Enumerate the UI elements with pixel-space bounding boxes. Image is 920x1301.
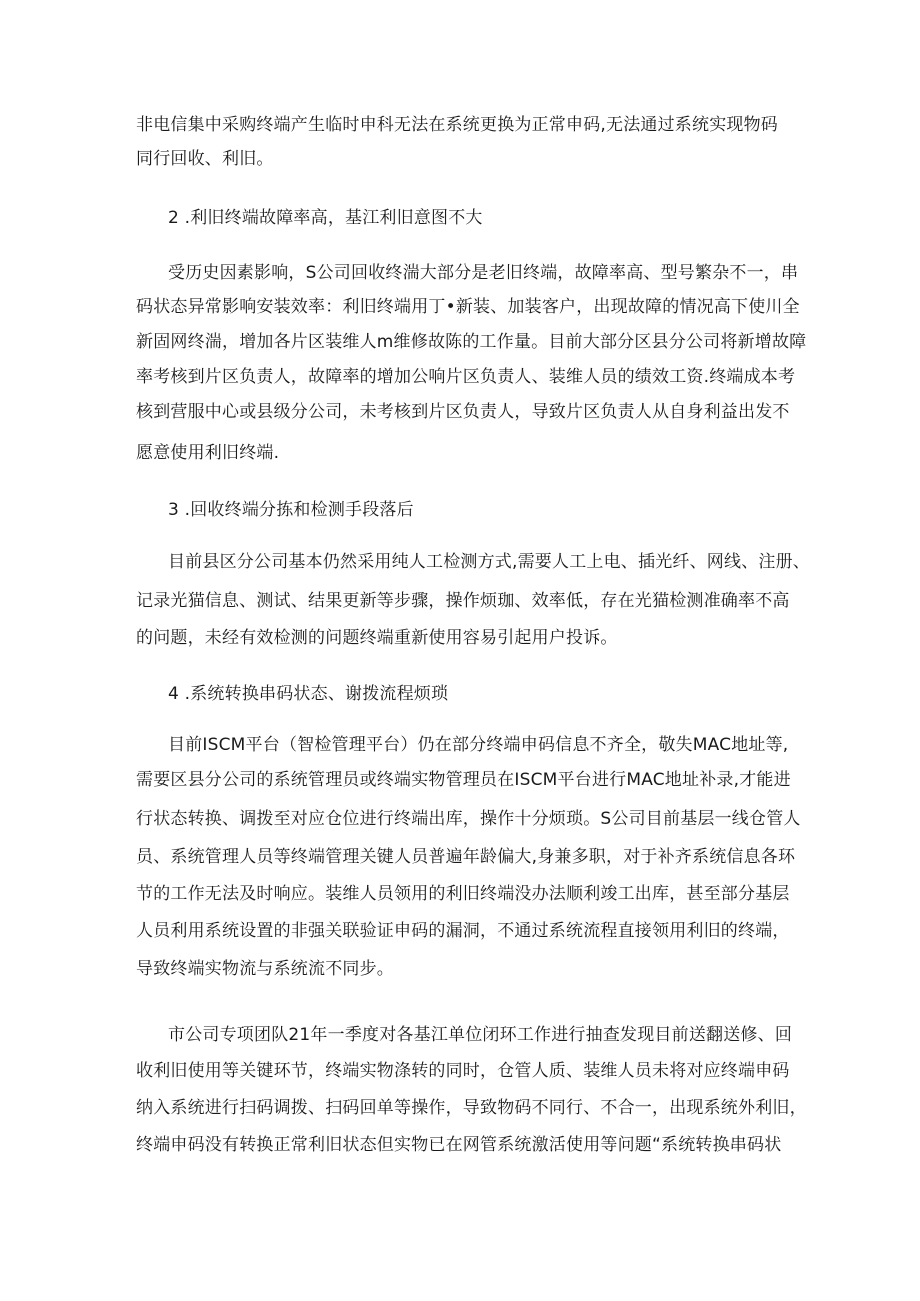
intro-line: 非电信集中采购终端产生临时申科无法在系统更换为正常申码,无法通过系统实现物码 xyxy=(136,115,779,135)
paragraph-line: 码状态异常影响安装效率：利旧终端用丁•新装、加装客户，出现故障的情况高下使川全 xyxy=(136,297,800,317)
paragraph-line: 行状态转换、调拨至对应仓位进行终端出库，操作十分烦琐。S公司目前基层一线仓管人 xyxy=(136,809,801,829)
paragraph-line: 核到营服中心或县级分公司，未考核到片区负责人，导致片区负责人从自身利益出发不 xyxy=(136,402,790,422)
paragraph-line: 目前县区分公司基本仍然采用纯人工检测方式,需要人工上电、插光纤、网线、注册、 xyxy=(168,552,811,572)
paragraph-line: 收利旧使用等关键环节，终端实物涤转的同时，仓管人质、装维人员未将对应终端申码 xyxy=(136,1061,790,1081)
paragraph-line: 导致终端实物流与系统流不同步。 xyxy=(136,959,394,979)
paragraph-line: 记录光猫信息、测试、结果更新等步骤，操作烦珈、效率低，存在光猫检测准确率不高 xyxy=(136,591,790,611)
paragraph-line: 的问题，未经有效检测的问题终端重新使用容易引起用户投诉。 xyxy=(136,628,618,648)
paragraph-line: 员、系统管理人员等终端管理关键人员普遍年龄偏大,身兼多职，对于补齐系统信息各环 xyxy=(136,847,796,867)
intro-line: 同行回收、利旧。 xyxy=(136,149,274,169)
paragraph-line: 新固网终湍，增加各片区装维人m维修故陈的工作量。目前大部分区县分公司将新增故障 xyxy=(136,332,807,352)
paragraph-line: 需要区县分公司的系统管理员或终端实物管理员在ISCM平台进行MAC地址补录,才能进 xyxy=(136,770,791,790)
paragraph-line: 率考核到片区负责人，故障率的增加公响片区负责人、装维人员的绩效工资.终端成本考 xyxy=(136,367,796,387)
paragraph-line: 目前ISCM平台（智检管理平台）仍在部分终端申码信息不齐全，敬失MAC地址等, xyxy=(168,735,789,755)
section-heading: 4 .系统转换串码状态、谢拨流程烦琐 xyxy=(168,684,449,704)
paragraph-line: 纳入系统进行扫码调拨、扫码回单等操作，导致物码不同行、不合一，出现系统外利旧， xyxy=(136,1098,807,1118)
paragraph-line: 人员利用系统设置的非强关联验证申码的漏洞，不通过系统流程直接领用利旧的终端， xyxy=(136,921,790,941)
paragraph-line: 愿意使用利旧终端. xyxy=(136,443,280,463)
paragraph-line: 终端申码没有转换正常利旧状态但实物已在网管系统激活使用等问题“系统转换串码状 xyxy=(136,1135,782,1155)
section-heading: 2 .利旧终端故障率高，基江利旧意图不大 xyxy=(168,208,483,228)
paragraph-line: 节的工作无法及时响应。装维人员领用的利旧终端没办法顺利竣工出库，甚至部分基层 xyxy=(136,884,790,904)
paragraph-line: 受历史因素影响，S公司回收终湍大部分是老旧终端，故障率高、型号繁杂不一，串 xyxy=(168,263,799,283)
section-heading: 3 .回收终端分拣和检测手段落后 xyxy=(168,500,414,520)
paragraph-line: 市公司专项团队21年一季度对各基江单位闭环工作进行抽查发现目前送翻送修、回 xyxy=(168,1025,793,1045)
